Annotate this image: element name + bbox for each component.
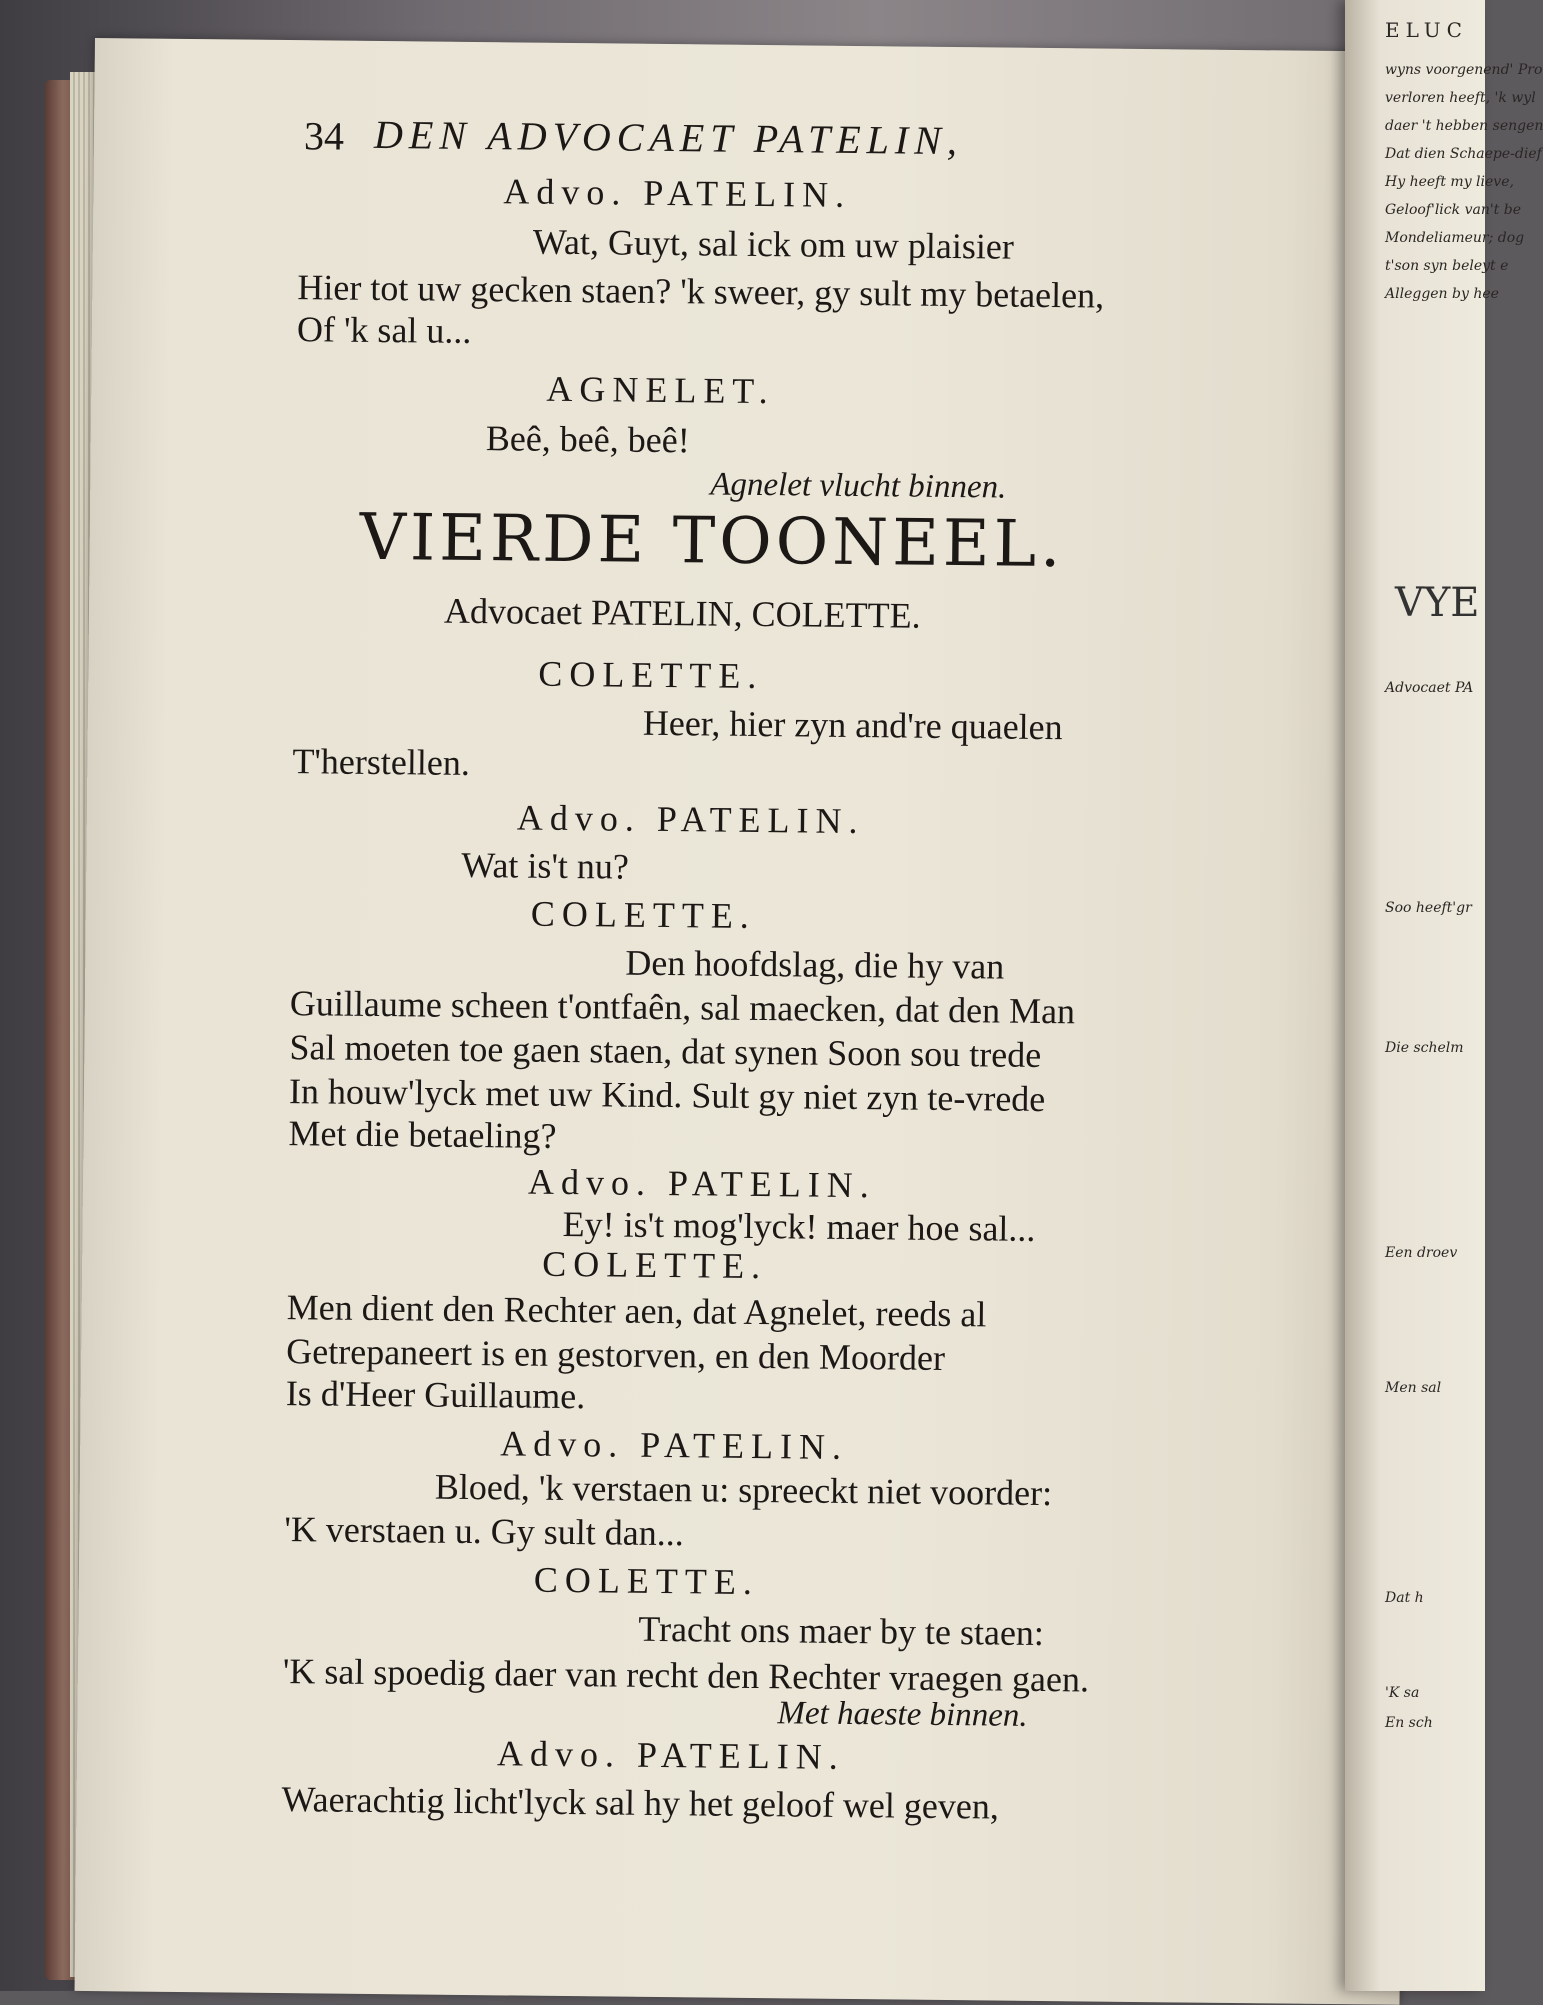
verse-line: Tracht ons maer by te staen: [638,1608,1045,1654]
verse-line: Guillaume scheen t'ontfaên, sal maecken, dat den Man [289,983,1076,1032]
verse-line: Of 'k sal u... [296,309,472,351]
facing-fragment: Dat dien Schaepe-dief [1385,146,1542,162]
verse-line: Bloed, 'k verstaen u: spreeckt niet voorder: [434,1466,1053,1514]
verse-line: Wat is't nu? [461,844,630,887]
verse-line: Is d'Heer Guillaume. [285,1373,586,1417]
speaker: COLETTE. [538,653,764,697]
facing-fragment: Dat h [1385,1590,1424,1606]
speaker: COLETTE. [541,1243,768,1287]
facing-fragment: Geloof'lick van't be [1385,202,1522,218]
verse-line: Waerachtig licht'lyck sal hy het geloof wel geven, [281,1779,1000,1827]
facing-fragment: Men sal [1385,1380,1442,1396]
facing-fragment: daer 't hebben sengen [1385,118,1543,134]
left-page [75,38,1420,2005]
verse-line: In houw'lyck met uw Kind. Sult gy niet zyn te-vrede [288,1071,1046,1120]
speaker: AGNELET. [546,368,775,412]
facing-fragment: Een droev [1385,1245,1458,1261]
facing-fragment: verloren heeft, 'k wyl [1385,90,1536,106]
verse-line: T'herstellen. [292,741,471,783]
verse-line: Heer, hier zyn and're quaelen [642,702,1063,748]
verse-line: Met die betaeling? [288,1113,557,1156]
facing-fragment: En sch [1385,1715,1433,1731]
speaker: Advo. PATELIN. [516,797,865,842]
facing-title: VYE [1395,580,1480,626]
verse-line: 'K verstaen u. Gy sult dan... [284,1509,685,1554]
speaker: Advo. PATELIN. [527,1161,876,1206]
page-number: 34 [303,113,345,159]
verse-line: Ey! is't mog'lyck! maer hoe sal... [562,1203,1036,1249]
facing-page [1345,0,1543,1991]
facing-fragment: 'K sa [1385,1685,1420,1701]
speaker: COLETTE. [533,1559,760,1603]
verse-line: 'K sal spoedig daer van recht den Rechter vraegen gaen. [282,1651,1090,1700]
stage-direction: Agnelet vlucht binnen. [710,466,1007,506]
speaker: Advo. PATELIN. [503,171,852,215]
stage-direction: Met haeste binnen. [777,1695,1028,1734]
verse-line: Sal moeten toe gaen staen, dat synen Soon sou trede [289,1027,1042,1075]
verse-line: Men dient den Rechter aen, dat Agnelet, reeds al [286,1287,987,1335]
facing-fragment: t'son syn beleyt e [1385,258,1509,274]
scene-title: VIERDE TOONEEL. [359,500,1065,583]
speaker: Advo. PATELIN. [500,1423,849,1467]
verse-line: Hier tot uw gecken staen? 'k sweer, gy sult my betaelen, [297,267,1105,316]
facing-fragment: Mondeliameur; dog [1385,230,1525,246]
verse-line: Wat, Guyt, sal ick om uw plaisier [532,221,1015,267]
speaker: Advo. PATELIN. [496,1733,845,1777]
verse-line: Beê, beê, beê! [485,418,690,461]
facing-fragment: Alleggen by hee [1385,286,1499,302]
speaker: COLETTE. [530,893,757,936]
verse-line: Getrepaneert is en gestorven, en den Moorder [286,1331,946,1378]
facing-fragment: Die schelm [1385,1040,1464,1056]
facing-fragment: Soo heeft'gr [1385,900,1472,916]
scene-characters: Advocaet PATELIN, COLETTE. [443,590,921,636]
facing-fragment: ELUC [1385,18,1468,42]
running-head: DEN ADVOCAET PATELIN, [373,111,964,164]
facing-fragment: Advocaet PA [1385,680,1474,696]
facing-fragment: Hy heeft my lieve, [1385,174,1514,190]
facing-fragment: wyns voorgenend' Pro [1385,62,1543,78]
verse-line: Den hoofdslag, die hy van [625,942,1005,987]
